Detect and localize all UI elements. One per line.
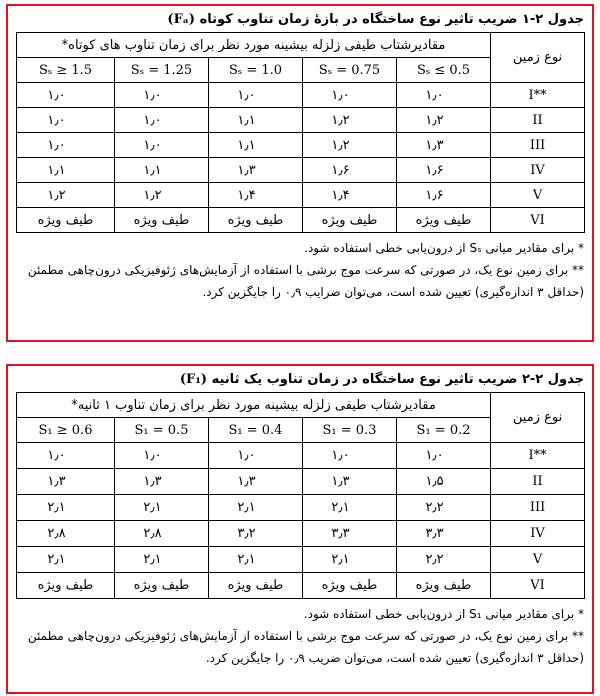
table2-footnote: ** برای زمین نوع یک، در صورتی که سرعت موج برشی با استفاده از آزمایش‌های ژئوفیزیکی درون‌چاهی مطمئن: [27, 629, 584, 643]
table1-cell: ۱٫۰: [303, 83, 397, 108]
table1-cell: ۱٫۰: [17, 83, 115, 108]
table2-row-label: I**: [491, 443, 585, 469]
table1-footnote: ** برای زمین نوع یک، در صورتی که سرعت موج برشی با استفاده از آزمایش‌های ژئوفیزیکی درون‌چاهی مطمئن: [27, 263, 584, 277]
table1-grid: [16, 32, 585, 233]
table1-group-header: مقادیرشتاب طیفی زلزله بیشینه مورد نظر برای زمان تناوب های کوتاه*: [17, 33, 491, 58]
table2-cell: ۲٫۱: [17, 495, 115, 521]
table1-cell: ۱٫۶: [397, 183, 491, 208]
table2-cell: ۱٫۰: [115, 443, 209, 469]
table2-cell: ۱٫۳: [17, 469, 115, 495]
table2-cell: ۱٫۵: [397, 469, 491, 495]
table2-cell: ۲٫۸: [115, 521, 209, 547]
table2-cell: طیف ویژه: [115, 573, 209, 599]
table2-cell: ۱٫۰: [397, 443, 491, 469]
table1-cell: طیف ویژه: [17, 208, 115, 233]
table1-cell: ۱٫۰: [115, 83, 209, 108]
table1-panel: [6, 4, 594, 342]
table2-cell: طیف ویژه: [397, 573, 491, 599]
table2-cell: طیف ویژه: [303, 573, 397, 599]
table1-cell: ۱٫۰: [17, 133, 115, 158]
table2-cell: ۳٫۲: [209, 521, 303, 547]
table1-row-label: I**: [491, 83, 585, 108]
table1-column-header: Sₛ ≤ 0.5: [397, 58, 491, 83]
table1-cell: ۱٫۰: [209, 83, 303, 108]
table2-cell: ۱٫۰: [303, 443, 397, 469]
table2-cell: ۲٫۱: [209, 495, 303, 521]
table2-cell: ۱٫۰: [209, 443, 303, 469]
table1-cell: طیف ویژه: [303, 208, 397, 233]
table2-row-label: VI: [491, 573, 585, 599]
table1-cell: ۱٫۲: [115, 183, 209, 208]
table1-cell: ۱٫۰: [115, 108, 209, 133]
table1-footnote: * برای مقادیر میانی Sₛ از درون‌یابی خطی استفاده شود.: [304, 241, 584, 255]
table2-column-header: S₁ = 0.3: [303, 418, 397, 443]
table2-cell: ۱٫۰: [17, 443, 115, 469]
table2-row-label: III: [491, 495, 585, 521]
table2-panel: [6, 364, 594, 694]
table2-cell: ۲٫۱: [303, 547, 397, 573]
table2-grid: [16, 392, 585, 599]
table1-row-label: VI: [491, 208, 585, 233]
table2-row-label: IV: [491, 521, 585, 547]
table1-cell: ۱٫۱: [209, 133, 303, 158]
table1-row-label: II: [491, 108, 585, 133]
table2-footnote: (حداقل ۳ اندازه‌گیری) تعیین شده است، می‌توان ضریب ۰٫۹ را جایگزین کرد.: [205, 651, 584, 665]
table2-row-label: II: [491, 469, 585, 495]
table2-cell: ۲٫۸: [17, 521, 115, 547]
table1-title: [8, 6, 592, 32]
table2-cell: ۲٫۱: [303, 495, 397, 521]
table1-column-header: Sₛ = 1.25: [115, 58, 209, 83]
table2-title: [8, 366, 592, 392]
table2-footnote: * برای مقادیر میانی S₁ از درون‌یابی خطی استفاده شود.: [303, 607, 584, 621]
table1-row-label: IV: [491, 158, 585, 183]
table2-column-header: S₁ = 0.2: [397, 418, 491, 443]
table2-cell: طیف ویژه: [17, 573, 115, 599]
table1-cell: ۱٫۶: [303, 158, 397, 183]
table2-column-header: S₁ = 0.4: [209, 418, 303, 443]
table2-column-header: S₁ = 0.5: [115, 418, 209, 443]
table1-row-label: III: [491, 133, 585, 158]
table1-title-text: جدول ۲-۱ ضریب تاثیر نوع ساختگاه در بازۀ زمان تناوب کوتاه: [199, 12, 584, 27]
table1-column-header: Sₛ ≥ 1.5: [17, 58, 115, 83]
table2-cell: ۳٫۳: [397, 521, 491, 547]
table2-cell: ۲٫۱: [115, 547, 209, 573]
table2-cell: ۱٫۳: [209, 469, 303, 495]
table2-row-label: V: [491, 547, 585, 573]
table1-cell: ۱٫۲: [303, 108, 397, 133]
table1-cell: ۱٫۰: [397, 83, 491, 108]
table2-title-text: جدول ۲-۲ ضریب تاثیر نوع ساختگاه در زمان تناوب یک ثانیه: [211, 372, 584, 387]
table2-soil-type-header: نوع زمین: [491, 393, 585, 443]
table2-title-symbol: (F₁): [179, 372, 208, 387]
table1-cell: ۱٫۳: [397, 133, 491, 158]
table1-cell: ۱٫۲: [397, 108, 491, 133]
table1-cell: ۱٫۲: [303, 133, 397, 158]
table2-cell: ۲٫۱: [209, 547, 303, 573]
table2-cell: ۱٫۳: [115, 469, 209, 495]
table2-cell: ۱٫۳: [303, 469, 397, 495]
table2-cell: ۳٫۳: [303, 521, 397, 547]
table1-cell: ۱٫۴: [209, 183, 303, 208]
table2-cell: ۲٫۲: [397, 495, 491, 521]
table2-cell: ۲٫۲: [397, 547, 491, 573]
table1-cell: طیف ویژه: [209, 208, 303, 233]
table1-cell: طیف ویژه: [397, 208, 491, 233]
table2-cell: ۲٫۱: [115, 495, 209, 521]
table2-cell: ۲٫۱: [17, 547, 115, 573]
table1-cell: طیف ویژه: [115, 208, 209, 233]
table1-row-label: V: [491, 183, 585, 208]
table1-footnote: (حداقل ۳ اندازه‌گیری) تعیین شده است، می‌توان ضرایب ۰٫۹ را جایگزین کرد.: [202, 285, 584, 299]
table1-cell: ۱٫۱: [17, 158, 115, 183]
table2-group-header: مقادیرشتاب طیفی زلزله بیشینه مورد نظر برای زمان تناوب ۱ ثانیه*: [17, 393, 491, 418]
table1-cell: ۱٫۰: [17, 108, 115, 133]
table1-cell: ۱٫۴: [303, 183, 397, 208]
table1-cell: ۱٫۳: [209, 158, 303, 183]
table1-cell: ۱٫۶: [397, 158, 491, 183]
table1-cell: ۱٫۱: [209, 108, 303, 133]
table1-column-header: Sₛ = 1.0: [209, 58, 303, 83]
table1-cell: ۱٫۱: [115, 158, 209, 183]
table1-cell: ۱٫۰: [115, 133, 209, 158]
table1-soil-type-header: نوع زمین: [491, 33, 585, 83]
table2-cell: طیف ویژه: [209, 573, 303, 599]
table1-cell: ۱٫۲: [17, 183, 115, 208]
table1-title-symbol: (Fₐ): [167, 12, 196, 27]
table2-column-header: S₁ ≥ 0.6: [17, 418, 115, 443]
table1-column-header: Sₛ = 0.75: [303, 58, 397, 83]
